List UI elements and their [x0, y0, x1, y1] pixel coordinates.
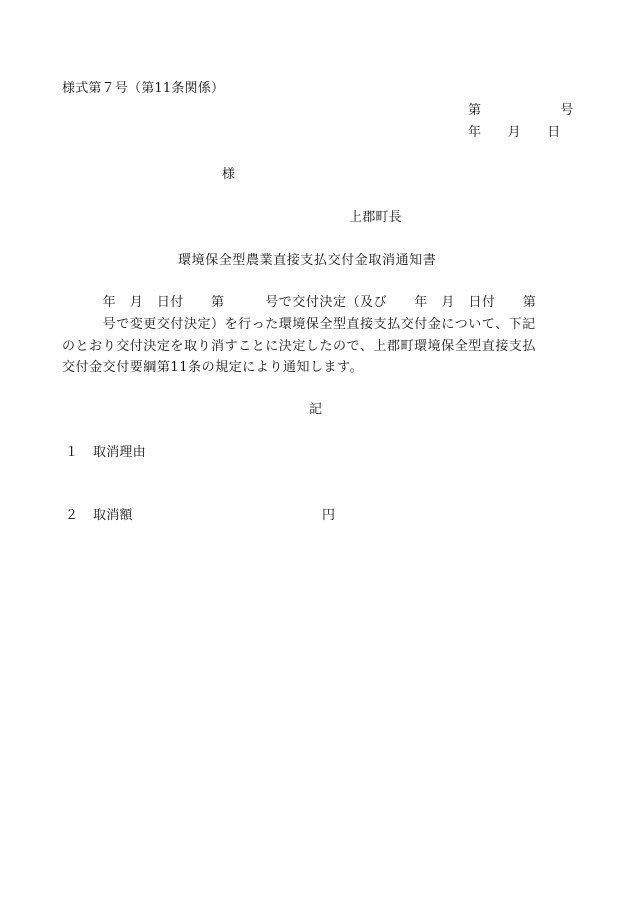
- ki-heading: 記: [309, 402, 323, 417]
- body-line: のとおり交付決定を取り消すことに決定したので、上郡町環境保全型直接支払: [62, 339, 536, 354]
- amount-unit: 円: [322, 508, 336, 523]
- addressee-honorific: 様: [222, 167, 236, 182]
- body-line: 交付金交付要綱第11条の規定により通知します。: [62, 360, 364, 375]
- document-number: 第 号: [468, 103, 574, 118]
- form-label: 様式第７号（第11条関係）: [62, 81, 225, 96]
- item-label-cancellation-reason: 取消理由: [93, 445, 146, 460]
- document-date: 年 月 日: [468, 125, 561, 140]
- document-title: 環境保全型農業直接支払交付金取消通知書: [178, 253, 437, 268]
- item-number: ２: [65, 508, 79, 523]
- item-label-cancellation-amount: 取消額: [93, 508, 133, 523]
- item-number: １: [65, 445, 79, 460]
- body-line: 号で変更交付決定）を行った環境保全型直接支払交付金について、下記: [62, 317, 536, 332]
- sender-name: 上郡町長: [349, 210, 402, 225]
- body-line: 年 月 日付 第 号で交付決定（及び 年 月 日付 第: [62, 295, 537, 310]
